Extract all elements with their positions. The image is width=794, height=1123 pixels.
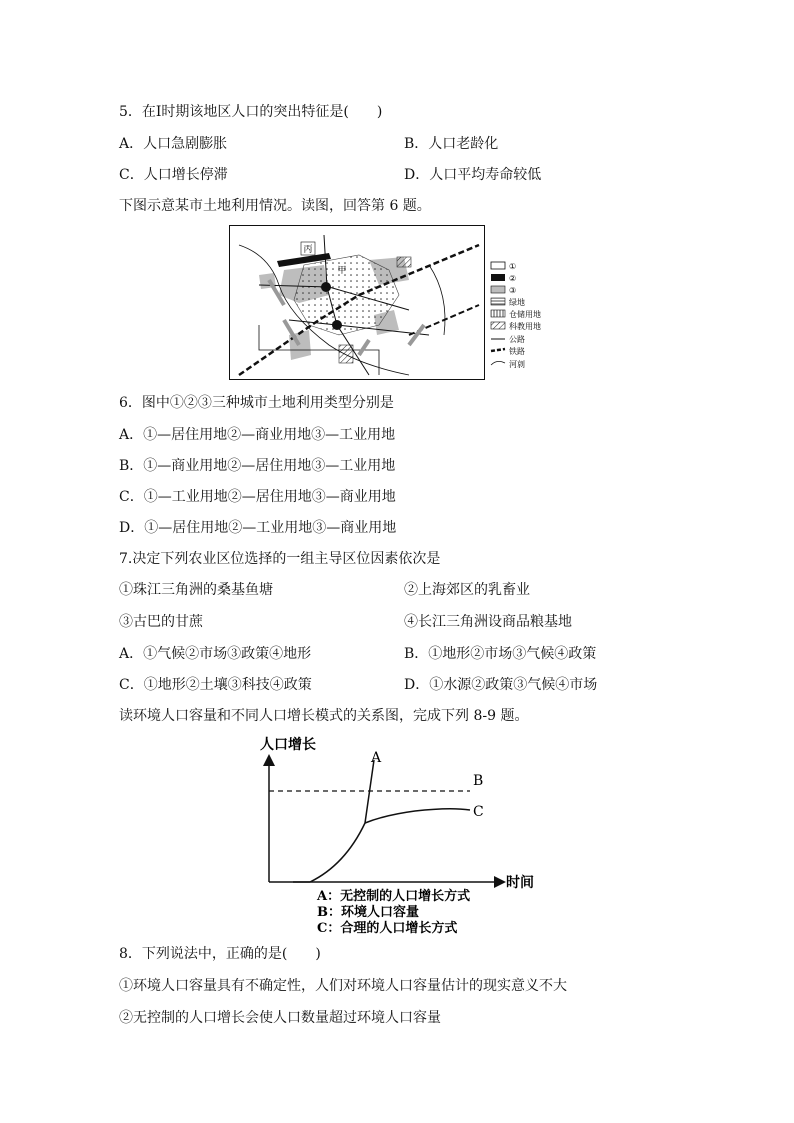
graph-ylabel: 人口增长: [260, 737, 316, 753]
q6-option-c: C．①—工业用地②—居住用地③—商业用地: [119, 489, 396, 505]
q7-option-c: C．①地形②土壤③科技④政策: [119, 677, 312, 693]
curve-label-b: B: [473, 773, 484, 789]
q7-option-a: A．①气候②市场③政策④地形: [119, 646, 312, 662]
map-label-jia: 甲: [337, 266, 347, 276]
q7-option-d: D．①水源②政策③气候④市场: [404, 677, 598, 693]
legend-green: 绿地: [509, 298, 525, 307]
graph-note-b: B：环境人口容量: [317, 905, 419, 920]
map-label-bing: 丙: [303, 245, 313, 255]
q7-option-b: B．①地形②市场③气候④政策: [404, 646, 597, 662]
map-intro: 下图示意某市土地利用情况。读图，回答第 6 题。: [119, 198, 431, 214]
curve-label-c: C: [473, 804, 484, 820]
q5-option-a: A．人口急剧膨胀: [119, 136, 228, 152]
curve-c: [365, 809, 470, 823]
legend-education: 科教用地: [509, 322, 541, 331]
legend-2: ②: [509, 274, 517, 283]
graph-note-a: A：无控制的人口增长方式: [317, 889, 471, 904]
q8-item-2: ②无控制的人口增长会使人口数量超过环境人口容量: [119, 1010, 441, 1026]
q7-item-1: ①珠江三角洲的桑基鱼塘: [119, 582, 273, 598]
land-use-map: [229, 225, 569, 380]
q7-item-4: ④长江三角洲设商品粮基地: [404, 614, 572, 630]
legend-3: ③: [509, 286, 517, 295]
q5-option-c: C．人口增长停滞: [119, 167, 228, 183]
q8-stem: 8．下列说法中，正确的是( ): [119, 946, 321, 962]
q6-option-a: A．①—居住用地②—商业用地③—工业用地: [119, 427, 396, 443]
q7-item-3: ③古巴的甘蔗: [119, 614, 203, 630]
q6-stem: 6．图中①②③三种城市土地利用类型分别是: [119, 395, 394, 411]
legend-road: 公路: [509, 335, 525, 344]
legend-railway: 铁路: [509, 347, 525, 356]
graph-note-c: C：合理的人口增长方式: [317, 921, 458, 935]
q6-option-b: B．①—商业用地②—居住用地③—工业用地: [119, 458, 396, 474]
curve-label-a: A: [371, 750, 382, 766]
q5-option-b: B．人口老龄化: [404, 136, 499, 152]
curve-a: [293, 760, 374, 882]
legend-1: ①: [509, 262, 517, 271]
population-growth-graph: [255, 735, 545, 935]
graph-intro: 读环境人口容量和不同人口增长模式的关系图，完成下列 8-9 题。: [119, 708, 529, 724]
q8-item-1: ①环境人口容量具有不确定性，人们对环境人口容量估计的现实意义不大: [119, 978, 567, 994]
q6-option-d: D．①—居住用地②—工业用地③—商业用地: [119, 520, 397, 536]
graph-xlabel: 时间: [506, 875, 534, 891]
q5-stem: 5．在Ⅰ时期该地区人口的突出特征是( ): [119, 104, 383, 120]
legend-storage: 仓储用地: [509, 310, 541, 319]
q7-item-2: ②上海郊区的乳畜业: [404, 582, 530, 598]
q5-option-d: D．人口平均寿命较低: [404, 167, 542, 183]
legend-river: 河剠: [509, 360, 525, 369]
q7-stem: 7.决定下列农业区位选择的一组主导区位因素依次是: [119, 551, 441, 567]
